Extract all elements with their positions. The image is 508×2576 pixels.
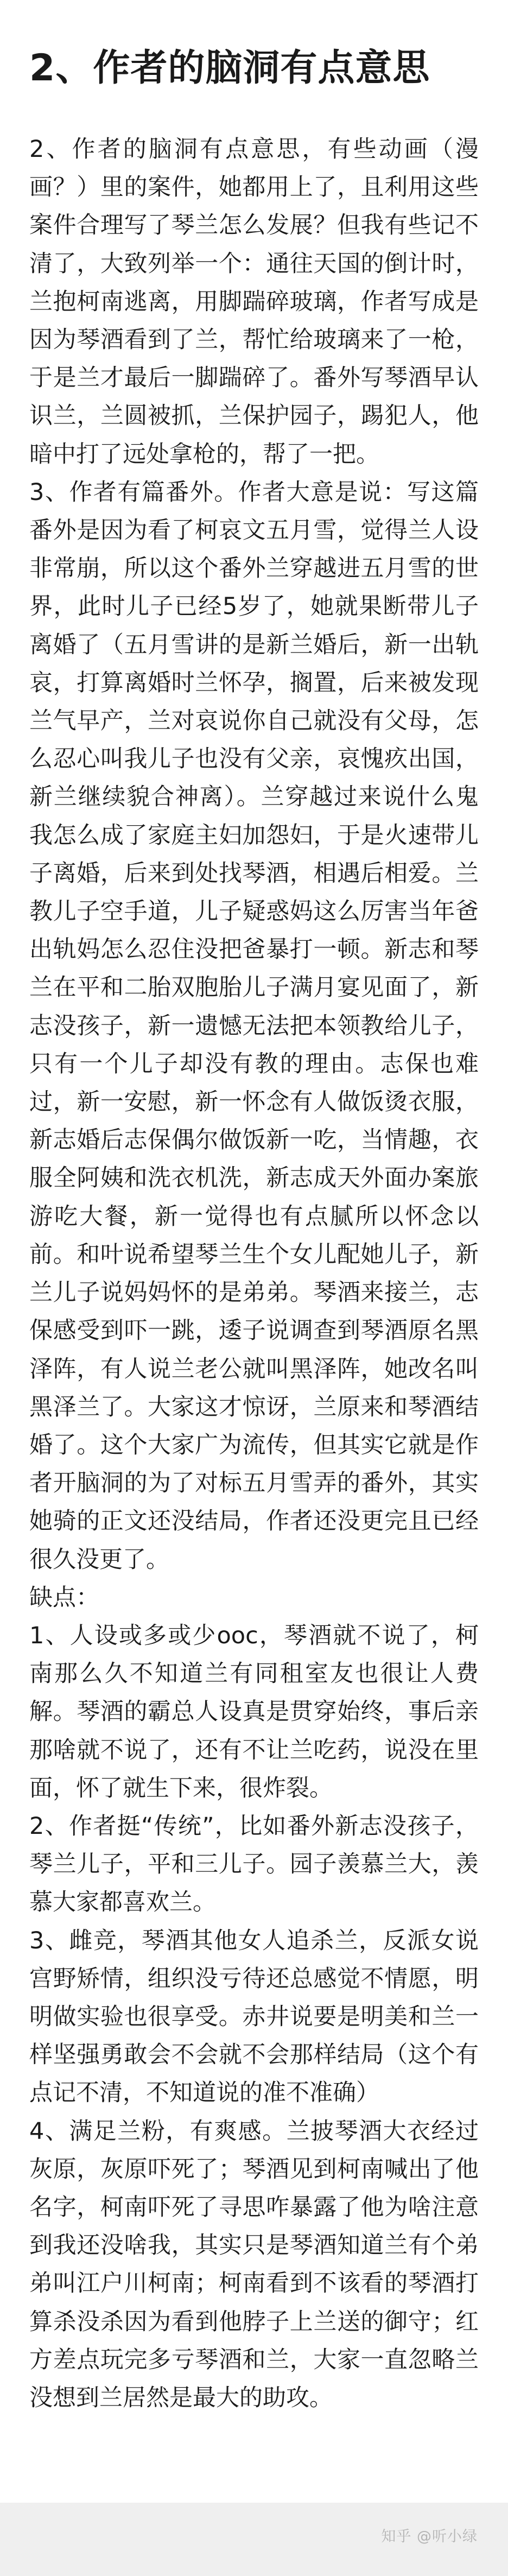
paragraph-shortcoming-4: 4、满足兰粉，有爽感。兰披琴酒大衣经过灰原，灰原吓死了；琴酒见到柯南喊出了他名字，柯南吓死了寻思咋暴露了他为啥注意到我还没啥我，其实只是琴酒知道兰有个弟弟叫江户川柯南；柯南看到不该看的琴酒打算杀没杀因为看到他脖子上兰送的御守；红方差点玩完多亏琴酒和兰，大家一直忽略兰没想到兰居然是最大的助攻。 xyxy=(29,2117,479,2412)
paragraph-shortcomings-label: 缺点： xyxy=(29,1584,99,1611)
article-content xyxy=(29,0,479,2417)
paragraph-2: 3、作者有篇番外。作者大意是说：写这篇番外是因为看了柯哀文五月雪，觉得兰人设非常崩，所以这个番外兰穿越进五月雪的世界，此时儿子已经5岁了，她就果断带儿子离婚了（五月雪讲的是新兰婚后，新一出轨哀，打算离婚时兰怀孕，搁置，后来被发现兰气早产，兰对哀说你自己就没有父母，怎么忍心叫我儿子也没有父亲，哀愧疚出国，新兰继续貌合神离）。兰穿越过来说什么鬼我怎么成了家庭主妇加怨妇，于是火速带儿子离婚，后来到处找琴酒，相遇后相爱。兰教儿子空手道，儿子疑惑妈这么厉害当年爸出轨妈怎么忍住没把爸暴打一顿。新志和琴兰在平和二胎双胞胎儿子满月宴见面了，新志没孩子，新一遗憾无法把本领教给儿子，只有一个儿子却没有教的理由。志保也难过，新一安慰，新一怀念有人做饭烫衣服，新志婚后志保偶尔做饭新一吃，当情趣，衣服全阿姨和洗衣机洗，新志成天外面办案旅游吃大餐，新一觉得也有点腻所以怀念以前。和叶说希望琴兰生个女儿配她儿子，新兰儿子说妈妈怀的是弟弟。琴酒来接兰，志保感受到吓一跳，逶子说调查到琴酒原名黑泽阵，有人说兰老公就叫黑泽阵，她改名叫黑泽兰了。大家这才惊讶，兰原来和琴酒结婚了。这个大家广为流传，但其实它就是作者开脑洞的为了对标五月雪弄的番外，其实她骑的正文还没结局，作者还没更完且已经很久没更了。 xyxy=(29,478,479,1573)
paragraph-shortcoming-1: 1、人设或多或少ooc，琴酒就不说了，柯南那么久不知道兰有同租室友也很让人费解。琴酒的霸总人设真是贯穿始终，事后亲那啥就不说了，还有不让兰吃药，说没在里面，怀了就生下来，很炸裂。 xyxy=(29,1622,479,1802)
article-body xyxy=(29,130,479,2417)
article-heading: 2、作者的脑洞有点意思 xyxy=(29,47,430,90)
zhihu-watermark: 知乎 @听小绿 xyxy=(381,2528,478,2545)
paragraph-shortcoming-3: 3、雌竞，琴酒其他女人追杀兰，反派女说宫野矫情，组织没亏待还总感觉不情愿，明明做实验也很享受。赤井说要是明美和兰一样坚强勇敢会不会就不会那样结局（这个有点记不清，不知道说的准不准确） xyxy=(29,1927,479,2107)
paragraph-1: 2、作者的脑洞有点意思，有些动画（漫画？）里的案件，她都用上了，且利用这些案件合理写了琴兰怎么发展？但我有些记不清了，大致列举一个：通往天国的倒计时，兰抱柯南逃离，用脚踹碎玻璃，作者写成是因为琴酒看到了兰，帮忙给玻璃来了一枪，于是兰才最后一脚踹碎了。番外写琴酒早认识兰，兰圆被抓，兰保护园子，踢犯人，他暗中打了远处拿枪的，帮了一把。 xyxy=(29,136,479,468)
paragraph-shortcoming-2: 2、作者挺“传统”，比如番外新志没孩子，琴兰儿子，平和三儿子。园子羡慕兰大，羡慕大家都喜欢兰。 xyxy=(29,1812,479,1916)
